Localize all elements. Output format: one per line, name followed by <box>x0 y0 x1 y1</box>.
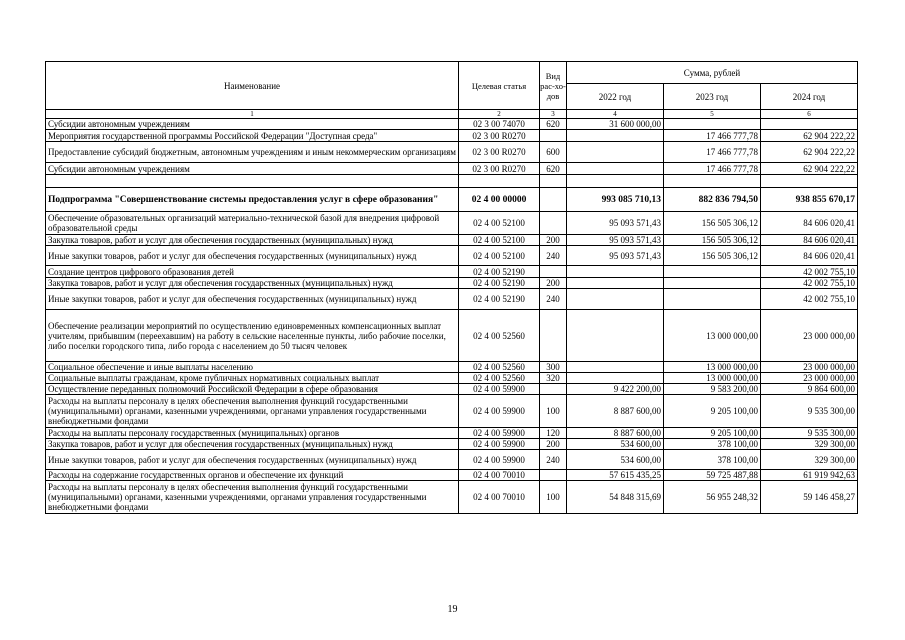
row-2022: 534 600,00 <box>567 439 664 450</box>
row-2023: 9 205 100,00 <box>664 395 761 428</box>
table-row <box>46 142 858 163</box>
row-2022: 54 848 315,69 <box>567 481 664 514</box>
row-code: 02 4 00 59900 <box>459 384 540 395</box>
row-2024: 9 864 600,00 <box>761 384 858 395</box>
table-row <box>46 289 858 310</box>
row-code: 02 4 00 52100 <box>459 246 540 266</box>
row-name: Обеспечение реализации мероприятий по осуществлению единовременных компенсационных выплат учителям, прибывшим (переехавшим) на работу в сельские населенные пункты, либо рабочие поселки, либо поселки городского типа, либо города с населением до 50 тысяч человек <box>46 310 459 362</box>
table-row <box>46 130 858 142</box>
index-cell: 4 <box>567 110 664 119</box>
row-2022: 8 887 600,00 <box>567 395 664 428</box>
row-vid: 120 <box>540 428 567 439</box>
row-vid <box>540 266 567 278</box>
row-2024: 62 904 222,22 <box>761 163 858 175</box>
row-2023: 17 466 777,78 <box>664 142 761 163</box>
row-2022: 31 600 000,00 <box>567 119 664 130</box>
row-name: Закупка товаров, работ и услуг для обеспечения государственных (муниципальных) нужд <box>46 278 459 289</box>
table-row <box>46 175 858 188</box>
row-code: 02 4 00 59900 <box>459 450 540 470</box>
row-vid: 600 <box>540 142 567 163</box>
table-row <box>46 235 858 246</box>
row-code: 02 3 00 74070 <box>459 119 540 130</box>
index-cell: 3 <box>540 110 567 119</box>
row-name: Социальное обеспечение и иные выплаты населению <box>46 362 459 373</box>
row-2024: 329 300,00 <box>761 439 858 450</box>
header-2024: 2024 год <box>761 84 858 110</box>
row-name: Закупка товаров, работ и услуг для обеспечения государственных (муниципальных) нужд <box>46 439 459 450</box>
table-row <box>46 481 858 514</box>
row-2024: 42 002 755,10 <box>761 278 858 289</box>
index-row <box>46 110 858 119</box>
row-2023: 882 836 794,50 <box>664 188 761 212</box>
row-code: 02 4 00 52190 <box>459 266 540 278</box>
row-code: 02 4 00 00000 <box>459 188 540 212</box>
table-row <box>46 246 858 266</box>
row-2023: 17 466 777,78 <box>664 163 761 175</box>
row-code: 02 4 00 52560 <box>459 310 540 362</box>
row-name: Расходы на содержание государственных органов и обеспечение их функций <box>46 470 459 481</box>
table-row <box>46 373 858 384</box>
row-code: 02 4 00 52100 <box>459 212 540 235</box>
row-code <box>459 175 540 188</box>
row-name: Субсидии автономным учреждениям <box>46 163 459 175</box>
table-row <box>46 119 858 130</box>
row-2022 <box>567 142 664 163</box>
row-2022 <box>567 310 664 362</box>
row-2022: 993 085 710,13 <box>567 188 664 212</box>
row-2022: 95 093 571,43 <box>567 246 664 266</box>
row-2023 <box>664 119 761 130</box>
row-2023 <box>664 266 761 278</box>
budget-table <box>45 61 858 514</box>
row-code: 02 4 00 52560 <box>459 362 540 373</box>
row-2023: 156 505 306,12 <box>664 235 761 246</box>
row-vid: 200 <box>540 278 567 289</box>
row-2024: 84 606 020,41 <box>761 246 858 266</box>
row-2024: 329 300,00 <box>761 450 858 470</box>
row-2023: 13 000 000,00 <box>664 373 761 384</box>
row-2022 <box>567 278 664 289</box>
row-vid: 100 <box>540 395 567 428</box>
row-2022: 8 887 600,00 <box>567 428 664 439</box>
table-row <box>46 428 858 439</box>
row-name <box>46 175 459 188</box>
row-code: 02 4 00 59900 <box>459 428 540 439</box>
row-name: Расходы на выплаты персоналу в целях обеспечения выполнения функций государственными (муниципальными) органами, казенными учреждениями, органами управления государственными внебюджетными фондами <box>46 395 459 428</box>
table-row <box>46 470 858 481</box>
row-2022 <box>567 289 664 310</box>
row-name: Расходы на выплаты персоналу государственных (муниципальных) органов <box>46 428 459 439</box>
row-vid: 320 <box>540 373 567 384</box>
header-vid: Вид рас-хо-дов <box>540 62 567 110</box>
header-2023: 2023 год <box>664 84 761 110</box>
row-2023: 378 100,00 <box>664 450 761 470</box>
row-2024: 62 904 222,22 <box>761 142 858 163</box>
row-2023: 9 583 200,00 <box>664 384 761 395</box>
row-vid <box>540 212 567 235</box>
index-cell: 1 <box>46 110 459 119</box>
row-name: Расходы на выплаты персоналу в целях обеспечения выполнения функций государственными (муниципальными) органами, казенными учреждениями, органами управления государственными внебюджетными фондами <box>46 481 459 514</box>
row-2024 <box>761 119 858 130</box>
header-target: Целевая статья <box>459 62 540 110</box>
row-2022 <box>567 362 664 373</box>
row-vid: 620 <box>540 163 567 175</box>
row-2023 <box>664 278 761 289</box>
row-2022: 9 422 200,00 <box>567 384 664 395</box>
row-vid <box>540 384 567 395</box>
row-name: Иные закупки товаров, работ и услуг для обеспечения государственных (муниципальных) нужд <box>46 289 459 310</box>
table-row <box>46 450 858 470</box>
row-2022: 95 093 571,43 <box>567 212 664 235</box>
row-2023 <box>664 175 761 188</box>
row-code: 02 4 00 52190 <box>459 278 540 289</box>
row-2024: 84 606 020,41 <box>761 212 858 235</box>
row-2022 <box>567 266 664 278</box>
table-row <box>46 310 858 362</box>
header-name: Наименование <box>46 62 459 110</box>
row-code: 02 3 00 R0270 <box>459 130 540 142</box>
row-code: 02 4 00 52100 <box>459 235 540 246</box>
row-name: Иные закупки товаров, работ и услуг для обеспечения государственных (муниципальных) нужд <box>46 450 459 470</box>
row-2024: 61 919 942,63 <box>761 470 858 481</box>
row-code: 02 4 00 52190 <box>459 289 540 310</box>
table-row <box>46 362 858 373</box>
row-name: Осуществление переданных полномочий Российской Федерации в сфере образования <box>46 384 459 395</box>
row-code: 02 3 00 R0270 <box>459 163 540 175</box>
row-2024: 84 606 020,41 <box>761 235 858 246</box>
table-row <box>46 212 858 235</box>
row-name: Мероприятия государственной программы Российской Федерации "Доступная среда" <box>46 130 459 142</box>
row-vid <box>540 175 567 188</box>
row-vid <box>540 310 567 362</box>
row-2023: 9 205 100,00 <box>664 428 761 439</box>
row-name: Иные закупки товаров, работ и услуг для обеспечения государственных (муниципальных) нужд <box>46 246 459 266</box>
row-code: 02 4 00 59900 <box>459 395 540 428</box>
row-2024: 938 855 670,17 <box>761 188 858 212</box>
row-2023: 56 955 248,32 <box>664 481 761 514</box>
row-2023: 17 466 777,78 <box>664 130 761 142</box>
index-cell: 6 <box>761 110 858 119</box>
table-row <box>46 188 858 212</box>
row-code: 02 3 00 R0270 <box>459 142 540 163</box>
row-2023: 59 725 487,88 <box>664 470 761 481</box>
row-name: Обеспечение образовательных организаций материально-технической базой для внедрения цифровой образовательной среды <box>46 212 459 235</box>
row-name: Создание центров цифрового образования детей <box>46 266 459 278</box>
row-name: Субсидии автономным учреждениям <box>46 119 459 130</box>
row-name: Социальные выплаты гражданам, кроме публичных нормативных социальных выплат <box>46 373 459 384</box>
row-vid: 200 <box>540 235 567 246</box>
index-cell: 2 <box>459 110 540 119</box>
index-cell: 5 <box>664 110 761 119</box>
row-name: Предоставление субсидий бюджетным, автономным учреждениям и иным некоммерческим организациям <box>46 142 459 163</box>
row-vid <box>540 470 567 481</box>
row-2024: 23 000 000,00 <box>761 362 858 373</box>
row-2023: 13 000 000,00 <box>664 362 761 373</box>
row-2022 <box>567 130 664 142</box>
row-2024: 23 000 000,00 <box>761 373 858 384</box>
row-2022 <box>567 175 664 188</box>
row-vid: 620 <box>540 119 567 130</box>
row-code: 02 4 00 70010 <box>459 470 540 481</box>
row-vid: 100 <box>540 481 567 514</box>
row-2023: 156 505 306,12 <box>664 246 761 266</box>
row-vid <box>540 188 567 212</box>
row-2024: 23 000 000,00 <box>761 310 858 362</box>
row-code: 02 4 00 59900 <box>459 439 540 450</box>
row-2024: 62 904 222,22 <box>761 130 858 142</box>
row-vid: 240 <box>540 246 567 266</box>
row-2024: 9 535 300,00 <box>761 428 858 439</box>
header-2022: 2022 год <box>567 84 664 110</box>
row-2023: 378 100,00 <box>664 439 761 450</box>
row-2024: 42 002 755,10 <box>761 266 858 278</box>
table-row <box>46 395 858 428</box>
row-2023: 13 000 000,00 <box>664 310 761 362</box>
table-row <box>46 163 858 175</box>
page-number: 19 <box>447 604 458 615</box>
row-2022 <box>567 163 664 175</box>
row-2022: 95 093 571,43 <box>567 235 664 246</box>
row-name: Закупка товаров, работ и услуг для обеспечения государственных (муниципальных) нужд <box>46 235 459 246</box>
table-row <box>46 266 858 278</box>
row-2024: 59 146 458,27 <box>761 481 858 514</box>
row-2023: 156 505 306,12 <box>664 212 761 235</box>
row-vid: 240 <box>540 450 567 470</box>
row-name: Подпрограмма "Совершенствование системы предоставления услуг в сфере образования" <box>46 188 459 212</box>
row-vid <box>540 130 567 142</box>
row-vid: 240 <box>540 289 567 310</box>
table-row <box>46 439 858 450</box>
row-2022: 57 615 435,25 <box>567 470 664 481</box>
row-code: 02 4 00 52560 <box>459 373 540 384</box>
row-2023 <box>664 289 761 310</box>
header-sum: Сумма, рублей <box>567 62 858 84</box>
row-2024: 9 535 300,00 <box>761 395 858 428</box>
row-code: 02 4 00 70010 <box>459 481 540 514</box>
table-row <box>46 384 858 395</box>
row-2024 <box>761 175 858 188</box>
row-2024: 42 002 755,10 <box>761 289 858 310</box>
row-2022 <box>567 373 664 384</box>
row-2022: 534 600,00 <box>567 450 664 470</box>
row-vid: 300 <box>540 362 567 373</box>
row-vid: 200 <box>540 439 567 450</box>
table-row <box>46 278 858 289</box>
